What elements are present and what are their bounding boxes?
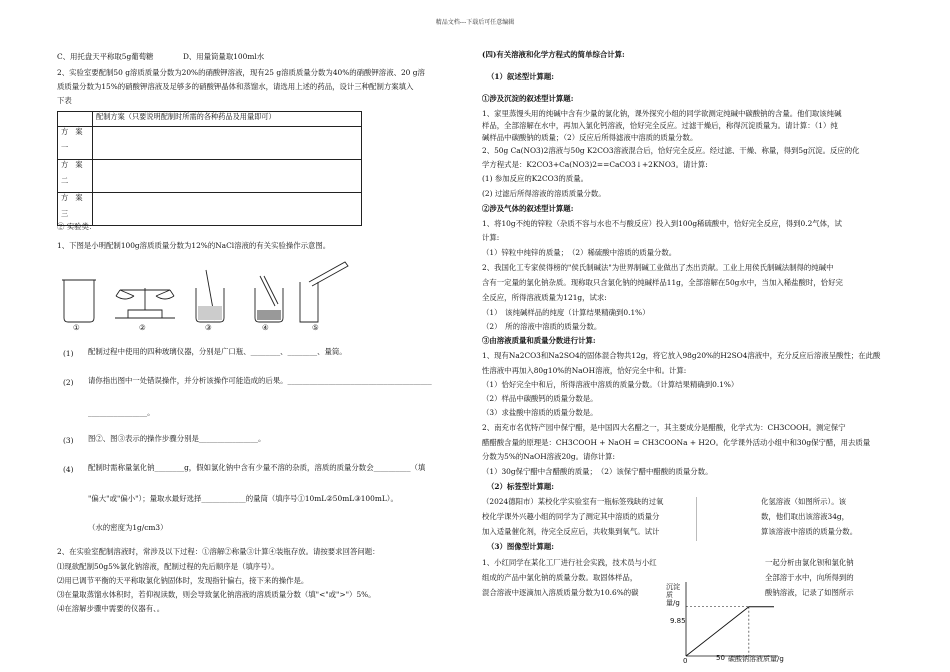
right-line-28b: 一起分析由氯化钡和氯化钠 (765, 558, 854, 567)
section-title: (四)有关溶液和化学方程式的简单综合计算: (482, 50, 625, 59)
q1-text: 配制过程中使用的四种玻璃仪器，分别是广口瓶、________、________、量筒。 (88, 347, 347, 356)
plan-label-3: 方 案 三 (58, 193, 93, 226)
right-line-10: （1）锌粒中纯锌的质量； （2）稀硫酸中溶质的质量分数。 (482, 248, 677, 257)
step-label-5: ⑤ (312, 323, 319, 332)
plan-cell-1[interactable] (93, 127, 362, 160)
right-line-25b: 化氢溶液（如图所示）。该 (761, 497, 846, 506)
question-2-line-3: 下表 (57, 96, 72, 105)
exp2-part-3: ⑶在量取蒸馏水体积时，若仰视读数，则会导致氯化钠溶液的溶质质量分数（填"<"或">"）5%。 (57, 590, 376, 599)
right-line-25: （2024德阳市）某校化学实验室有一瓶标签残缺的过氧 (482, 497, 664, 506)
precipitate-heading: ①涉及沉淀的叙述型计算题: (482, 94, 574, 103)
q4-density: （水的密度为1g/cm3） (88, 523, 168, 532)
graph-heading: （3）图像型计算题: (487, 542, 554, 551)
step-label-4: ④ (262, 323, 269, 332)
label-image-placeholder (696, 497, 755, 541)
question-2-line-2: 质质量分数为15%的硝酸钾溶液及足够多的硝酸钾晶体和蒸馏水，请选用上述的药品，设计三种配制方案填入 (57, 82, 414, 91)
right-line-9: 计算: (482, 233, 500, 242)
right-line-5: 学方程式是：K2CO3+Ca(NO3)2==CaCO3↓+2KNO3。请计算: (482, 160, 708, 169)
chart-xtick-50: 50 (716, 654, 725, 662)
right-line-18: （1）恰好完全中和后，所得溶液中溶质的质量分数。（计算结果精确到0.1%） (482, 380, 739, 389)
plan-label-2: 方 案 二 (58, 160, 93, 193)
solution-mass-heading: ③由溶液质量和质量分数进行计算: (482, 336, 596, 345)
right-line-7: (2) 过滤后所得溶液的溶质质量分数。 (482, 189, 606, 198)
right-line-16: 1、现有Na2CO3和Na2SO4的固体混合物共12g，将它放入98g20%的H2SO4溶液中，充分反应后溶液呈酸性；在此酸 (482, 351, 881, 360)
exp2-part-4: ⑷在溶解步骤中需要的仪器有、。 (57, 604, 165, 613)
exp2-part-1: ⑴现欲配制50g5%氯化钠溶液，配制过程的先后顺序是（填序号）。 (57, 562, 279, 571)
q4-text: 配制时需称量氯化钠________g，假如氯化钠中含有少量不溶的杂质，溶质的质量分数会__________（填 (88, 463, 426, 472)
plan-cell-3[interactable] (93, 193, 362, 226)
right-line-17: 性溶液中再加入80g10%的NaOH溶液，恰好完全中和。计算: (482, 366, 687, 375)
right-line-24: （1）30g保宁醋中含醋酸的质量； （2）该保宁醋中醋酸的质量分数。 (482, 467, 713, 476)
chart-xtick-0: 0 (683, 657, 688, 665)
chart-xlabel: 碳酸钠溶液质量/g (728, 655, 784, 663)
right-line-3: 碱样品中碳酸钠的质量；（2）反应后所得滤液中溶质的质量分数。 (482, 133, 698, 142)
table-corner-cell (58, 112, 93, 127)
plan-cell-2[interactable] (93, 160, 362, 193)
q3-text: 图②、图③表示的操作步骤分别是________________。 (88, 434, 266, 443)
experiment-question-1: 1、下图是小明配制100g溶质质量分数为12%的NaCl溶液的有关实验操作示意图。 (57, 241, 331, 250)
right-line-30b: 酸钠溶液，记录了如图所示 (765, 588, 854, 597)
table-header: 配制方案（只要说明配制时所需的各种药品及用量即可） (93, 112, 362, 127)
right-line-27: 加入适量催化剂，待完全反应后，共收集到氧气。试计 (482, 527, 660, 536)
right-line-26: 校化学课外兴趣小组的同学为了测定其中溶质的质量分 (482, 512, 660, 521)
experiment-question-2: 2、在实验室配制溶液时，常涉及以下过程：①溶解②称量③计算④装瓶存放。请按要求回答问题： (57, 547, 380, 556)
right-line-6: (1) 参加反应的K2CO3的质量。 (482, 174, 588, 183)
step-label-2: ② (139, 323, 146, 332)
narrative-heading: （1）叙述型计算题: (487, 72, 554, 81)
option-c-d: C、用托盘天平称取5g葡萄糖 D、用量筒量取100ml水 (57, 52, 265, 61)
right-line-4: 2、50g Ca(NO3)2溶液与50g K2CO3溶液混合后，恰好完全反应。经过滤、干燥、称量，得到5g沉淀。反应的化 (482, 146, 860, 155)
step-label-1: ① (73, 323, 80, 332)
exp2-part-2: ⑵用已调节平衡的天平称取氯化钠固体时，发现指针偏右，接下来的操作是。 (57, 576, 309, 585)
right-line-29: 组成的产品中氯化钠的质量分数。取固体样品， (482, 573, 638, 582)
right-line-23: 分数为5%的NaOH溶液20g。请你计算: (482, 452, 616, 461)
plan-label-1: 方 案 一 (58, 127, 93, 160)
label-heading: （2）标签型计算题: (487, 482, 554, 491)
q2-blank: ________________。 (88, 408, 155, 417)
q4-text-2: "偏大"或"偏小"）；量取水最好选择____________的量筒（填序号①10mL②50mL③100mL）。 (88, 494, 398, 503)
lab-operations-figure (50, 258, 350, 336)
q1-number: (1) (63, 349, 74, 358)
q3-number: (3) (63, 436, 74, 445)
right-line-26b: 数，他们取出该溶液34g， (761, 512, 850, 521)
right-line-30: 混合溶液中逐滴加入溶质质量分数为10.6%的碳 (482, 588, 639, 597)
page-header: 精品文档---下载后可任意编辑 (435, 19, 515, 26)
chart-ylabel: 沉淀质量/g (666, 583, 680, 607)
chart-ytick-9-85: 9.85 (670, 617, 686, 625)
right-line-19: （2）样品中碳酸钙的质量分数是。 (482, 394, 598, 403)
right-line-11: 2、我国化工专家侯得榜的"侯氏制碱法"为世界制碱工业做出了杰出贡献。工业上用侯氏制碱法制得的纯碱中 (482, 263, 834, 272)
plan-table (57, 111, 362, 226)
right-line-22: 醋醋酸含量的原理是：CH3COOH + NaOH = CH3COONa + H2O。化学课外活动小组中和30g保宁醋，用去质量 (482, 438, 871, 447)
right-line-1: 1、家里蒸馒头用的纯碱中含有少量的氯化钠，课外探究小组的同学欲测定纯碱中碳酸钠的含量。他们取该纯碱 (482, 109, 842, 118)
right-line-28: 1、小红同学在某化工厂进行社会实践，技术员与小红 (482, 558, 657, 567)
right-line-15: （2） 所的溶液中溶质的质量分数。 (482, 322, 602, 331)
pour-cylinder-icon (300, 282, 318, 322)
right-line-29b: 全部溶于水中，向所得到的 (765, 573, 854, 582)
q2-text: 请你指出图中一处错误操作，并分析该操作可能造成的后果。_______________________________________ (88, 376, 432, 385)
right-line-27b: 算该溶液中溶质的质量分数。 (761, 527, 858, 536)
right-line-20: （3）求盐酸中溶质的质量分数是。 (482, 408, 598, 417)
q4-number: (4) (63, 465, 74, 474)
right-line-21: 2、南充市名优特产园中保宁醋，是中国四大名醋之一，其主要成分是醋酸，化学式为：CH3COOH。测定保宁 (482, 423, 846, 432)
chart-series-line (686, 607, 774, 656)
balance-icon (115, 310, 175, 318)
right-line-2: 样品，全部溶解在水中，再加入氯化钙溶液，恰好完全反应。过滤干燥后，称得沉淀质量为。请计算：（1）纯 (482, 121, 838, 130)
question-2-line-1: 2、实验室要配制50 g溶质质量分数为20%的硝酸钾溶液，现有25 g溶质质量分数为40%的硝酸钾溶液、20 g溶 (57, 68, 425, 77)
experiment-section-title: ② 实验类： (57, 222, 97, 231)
right-line-8: 1、将10g不纯的锌粒（杂质不容与水也不与酸反应）投入到100g稀硫酸中，恰好完全反应，得到0.2气体，试 (482, 219, 842, 228)
q2-number: (2) (63, 378, 74, 387)
right-line-14: （1） 该纯碱样品的纯度（计算结果精确到0.1%） (482, 308, 650, 317)
right-line-12: 含有一定量的氯化钠杂质。现称取只含氯化钠的纯碱样品11g，全部溶解在50g水中，当加入稀盐酸时，恰好完 (482, 278, 843, 287)
right-line-13: 全反应，所得溶液质量为121g，试求: (482, 293, 607, 302)
gas-heading: ②涉及气体的叙述型计算题: (482, 204, 574, 213)
step-label-3: ③ (205, 323, 212, 332)
beaker-icon (64, 280, 94, 322)
